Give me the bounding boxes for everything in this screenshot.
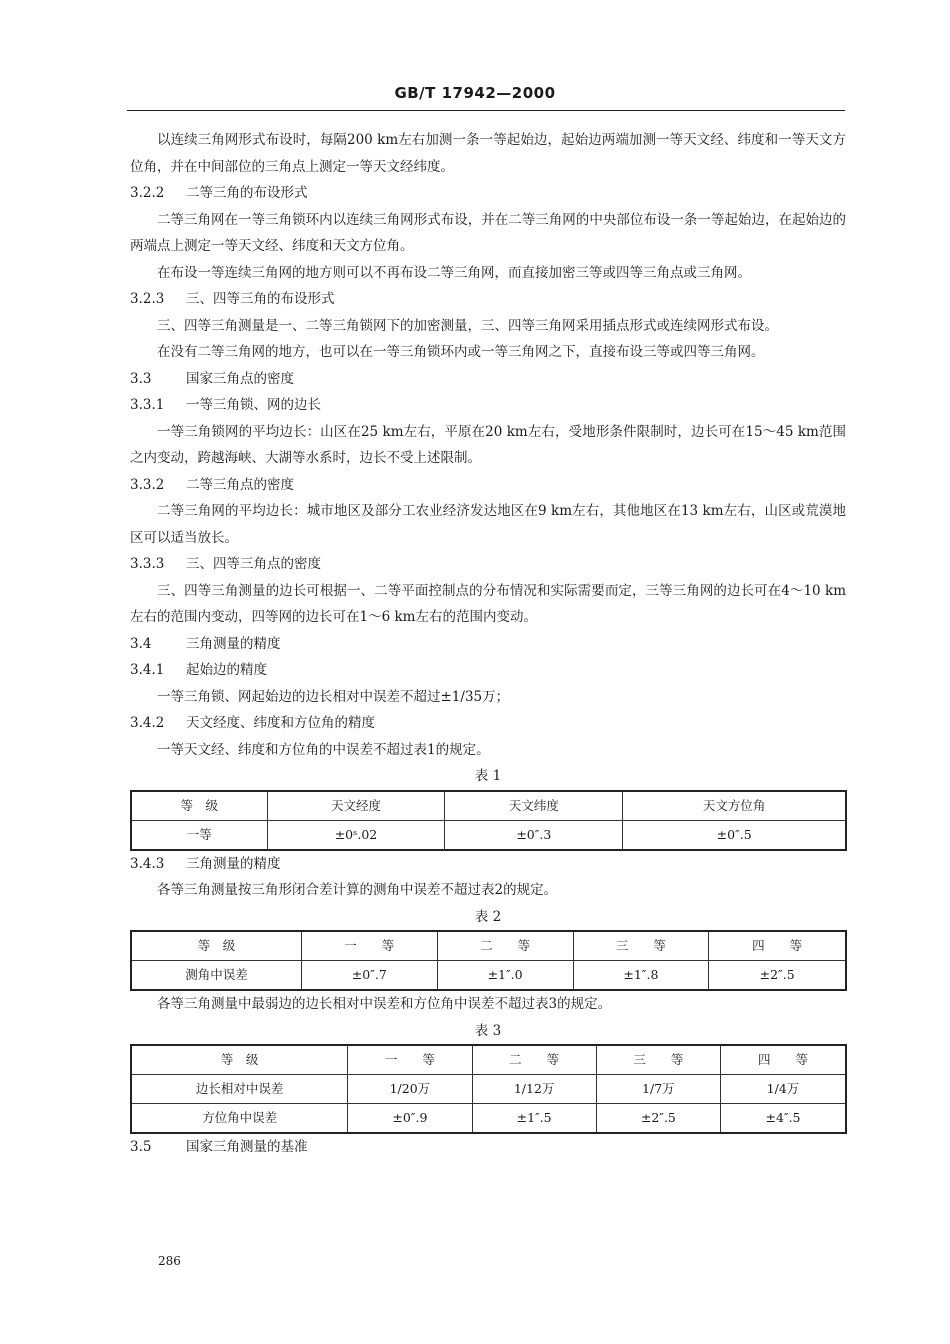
- table-header-cell: 二 等: [437, 931, 573, 961]
- section-title: 三角测量的精度: [186, 855, 281, 872]
- table-cell: ±0ˢ.02: [267, 820, 445, 850]
- table-caption: 表 2: [474, 908, 502, 925]
- table-2: [130, 930, 847, 991]
- table-row: [131, 1104, 846, 1134]
- document-header: GB/T 17942—2000: [394, 84, 556, 102]
- section-number: 3.4.2: [130, 715, 165, 731]
- paragraph: 各等三角测量中最弱边的边长相对中误差和方位角中误差不超过表3的规定。: [157, 996, 612, 1012]
- section-title: 三角测量的精度: [186, 635, 281, 652]
- section-heading: [130, 657, 846, 684]
- section-number: 3.3.2: [130, 476, 165, 493]
- section-heading: [130, 851, 846, 878]
- table-cell: 一等: [131, 820, 267, 850]
- paragraph: 三、四等三角测量是一、二等三角锁网下的加密测量，三、四等三角网采用插点形式或连续网形式布设。: [157, 317, 778, 334]
- paragraph: 在没有二等三角网的地方，也可以在一等三角锁环内或一等三角网之下，直接布设三等或四等三角网。: [157, 344, 765, 360]
- table-1: [130, 790, 847, 851]
- paragraph: 在布设一等连续三角网的地方则可以不再布设二等三角网，而直接加密三等或四等三角点或三角网。: [157, 264, 751, 281]
- table-header-row: [131, 931, 846, 961]
- section-number: 3.2.3: [130, 291, 165, 307]
- paragraph: 各等三角测量按三角形闭合差计算的测角中误差不超过表2的规定。: [157, 882, 558, 898]
- document-body: [130, 127, 846, 1161]
- section-title: 国家三角测量的基准: [186, 1139, 308, 1155]
- section-number: 3.3.1: [130, 397, 165, 413]
- table-header-cell: 等 级: [131, 931, 301, 961]
- section-heading: [130, 366, 846, 393]
- table-cell: 1/4万: [720, 1075, 846, 1104]
- section-number: 3.3: [130, 370, 152, 387]
- section-heading: [130, 631, 846, 658]
- table-cell: ±2″.5: [596, 1104, 720, 1134]
- table-header-cell: 四 等: [720, 1045, 846, 1075]
- table-cell: ±1″.0: [437, 961, 573, 991]
- table-cell: 1/20万: [348, 1075, 472, 1104]
- table-header-cell: 三 等: [596, 1045, 720, 1075]
- section-title: 一等三角锁、网的边长: [186, 397, 321, 413]
- paragraph: 三、四等三角测量的边长可根据一、二等平面控制点的分布情况和实际需要而定，三等三角网的边长可在4～10 km左右的范围内变动，四等网的边长可在1～6 km左右的范围内变动。: [130, 582, 846, 625]
- section-heading: [130, 1134, 846, 1161]
- table-row: [131, 1075, 846, 1104]
- table-3: [130, 1044, 847, 1134]
- section-title: 起始边的精度: [186, 662, 267, 678]
- table-cell: 边长相对中误差: [131, 1075, 348, 1104]
- table-caption: 表 1: [474, 768, 502, 784]
- table-cell: ±0″.3: [445, 820, 623, 850]
- table-header-cell: 天文经度: [267, 791, 445, 821]
- table-cell: ±2″.5: [709, 961, 846, 991]
- section-title: 国家三角点的密度: [186, 370, 294, 387]
- table-cell: 测角中误差: [131, 961, 301, 991]
- table-header-row: [131, 1045, 846, 1075]
- table-cell: 1/12万: [472, 1075, 596, 1104]
- section-heading: [130, 392, 846, 419]
- section-title: 三、四等三角的布设形式: [186, 291, 335, 307]
- paragraph: 二等三角网的平均边长：城市地区及部分工农业经济发达地区在9 km左右，其他地区在13 km左右，山区或荒漠地区可以适当放长。: [130, 503, 846, 546]
- table-cell: ±0″.9: [348, 1104, 472, 1134]
- section-number: 3.4: [130, 635, 152, 652]
- section-heading: [130, 551, 846, 578]
- table-header-cell: 四 等: [709, 931, 846, 961]
- table-cell: ±0″.5: [623, 820, 846, 850]
- paragraph: 一等三角锁网的平均边长：山区在25 km左右，平原在20 km左右，受地形条件限制时，边长可在15～45 km范围之内变动，跨越海峡、大湖等水系时，边长不受上述限制。: [130, 423, 846, 466]
- table-header-row: [131, 791, 846, 821]
- table-header-cell: 天文方位角: [623, 791, 846, 821]
- header-rule: [127, 110, 845, 111]
- section-title: 三、四等三角点的密度: [186, 556, 321, 572]
- table-header-cell: 等 级: [131, 1045, 348, 1075]
- paragraph: 二等三角网在一等三角锁环内以连续三角网形式布设，并在二等三角网的中央部位布设一条一等起始边，在起始边的两端点上测定一等天文经、纬度和天文方位角。: [130, 211, 846, 254]
- section-title: 二等三角的布设形式: [186, 185, 308, 201]
- section-title: 天文经度、纬度和方位角的精度: [186, 715, 375, 731]
- section-heading: [130, 286, 846, 313]
- table-cell: ±4″.5: [720, 1104, 846, 1134]
- section-number: 3.3.3: [130, 556, 165, 572]
- page-number: 286: [158, 1254, 181, 1268]
- table-row: [131, 961, 846, 991]
- section-number: 3.4.1: [130, 662, 165, 678]
- section-number: 3.2.2: [130, 185, 165, 201]
- table-cell: ±1″.5: [472, 1104, 596, 1134]
- table-header-cell: 一 等: [348, 1045, 472, 1075]
- table-header-cell: 天文纬度: [445, 791, 623, 821]
- section-title: 二等三角点的密度: [186, 476, 294, 493]
- table-header-cell: 等 级: [131, 791, 267, 821]
- table-header-cell: 二 等: [472, 1045, 596, 1075]
- section-number: 3.5: [130, 1139, 152, 1155]
- table-row: [131, 820, 846, 850]
- table-caption: 表 3: [474, 1022, 502, 1039]
- paragraph: 一等三角锁、网起始边的边长相对中误差不超过±1/35万；: [157, 688, 510, 705]
- section-number: 3.4.3: [130, 855, 165, 872]
- table-header-cell: 三 等: [573, 931, 709, 961]
- table-cell: ±1″.8: [573, 961, 709, 991]
- section-heading: [130, 710, 846, 737]
- table-cell: ±0″.7: [301, 961, 437, 991]
- paragraph: 一等天文经、纬度和方位角的中误差不超过表1的规定。: [157, 741, 490, 758]
- paragraph: 以连续三角网形式布设时，每隔200 km左右加测一条一等起始边，起始边两端加测一等天文经、纬度和一等天文方位角，并在中间部位的三角点上测定一等天文经纬度。: [130, 132, 846, 175]
- table-cell: 1/7万: [596, 1075, 720, 1104]
- section-heading: [130, 472, 846, 499]
- table-cell: 方位角中误差: [131, 1104, 348, 1134]
- table-header-cell: 一 等: [301, 931, 437, 961]
- section-heading: [130, 180, 846, 207]
